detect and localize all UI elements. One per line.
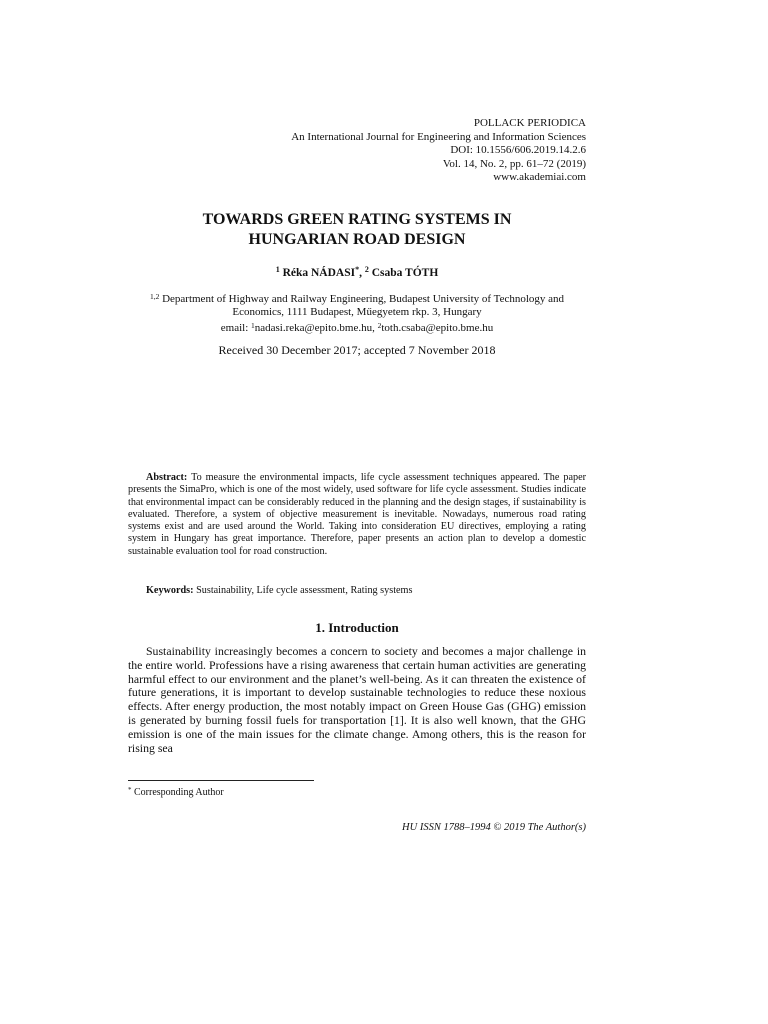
author-separator: , [359, 267, 365, 279]
paper-title [128, 210, 586, 250]
footnote-rule [128, 780, 314, 781]
keywords [146, 585, 412, 596]
abstract-text: To measure the environmental impacts, life cycle assessment techniques appeared. The paper presents the SimaPro, which is one of the most widely, used software for life cycle assessment. Studies indicate that environmental impact can be considerably reduced in the planning and the design stages, if sustainability is evaluated. Therefore, a system of objective measurement is inevitable. Nowadays, numerous road rating systems exist and are used around the World. Taking into consideration EU directives, employing a rating system in Hungary has great importance. Therefore, paper presents an action plan to develop a domestic sustainable evaluation tool for road construction. [128, 472, 586, 557]
journal-doi: DOI: 10.1556/606.2019.14.2.6 [450, 144, 586, 156]
author1-name: Réka NÁDASI [282, 267, 356, 279]
author2-name: Csaba TÓTH [371, 267, 439, 279]
journal-subtitle: An International Journal for Engineering and Information Sciences [291, 130, 586, 143]
author2-mark: 2 [364, 265, 369, 274]
email1: nadasi.reka@epito.bme.hu, [254, 322, 378, 334]
title-line-1: TOWARDS GREEN RATING SYSTEMS IN [202, 211, 512, 228]
affiliation-marks: 1,2 [149, 292, 160, 301]
footnote-text: Corresponding Author [131, 787, 224, 798]
journal-url: www.akademiai.com [493, 171, 586, 183]
journal-volume: Vol. 14, No. 2, pp. 61–72 (2019) [442, 157, 586, 170]
keywords-label: Keywords: [146, 585, 194, 596]
email-prefix: email: [220, 322, 252, 334]
footnote [128, 786, 224, 798]
email-line [128, 319, 586, 335]
received-dates: Received 30 December 2017; accepted 7 November 2018 [218, 343, 496, 357]
abstract [128, 472, 586, 558]
author-list [128, 263, 586, 280]
email2: toth.csaba@epito.bme.hu [381, 322, 494, 334]
affiliation [128, 290, 586, 335]
affiliation-line-1 [128, 290, 586, 306]
abstract-label: Abstract: [146, 472, 188, 483]
section-heading: 1. Introduction [315, 620, 399, 635]
journal-name: POLLACK PERIODICA [473, 117, 586, 129]
affiliation-text-1: Department of Highway and Railway Engineering, Budapest University of Technology and [159, 293, 565, 305]
keywords-text: Sustainability, Life cycle assessment, Rating systems [193, 585, 413, 596]
email2-mark: 2 [377, 321, 382, 330]
title-line-2: HUNGARIAN ROAD DESIGN [248, 231, 466, 248]
journal-header [291, 117, 586, 185]
footnote-mark: * [128, 786, 132, 794]
issn-line: HU ISSN 1788–1994 © 2019 The Author(s) [402, 822, 586, 833]
intro-paragraph: Sustainability increasingly becomes a concern to society and becomes a major challenge in the entire world. Professions have a rising awareness that certain human activities are generating harmful effect to our environment and the planet’s well-being. As it can threaten the existence of future generations, it is important to develop sustainable technologies to reduce these noxious effects. After energy production, the most notably impact on Green House Gas (GHG) emission is generated by burning fossil fuels for transportation [1]. It is also well known, that the GHG emission is one of the main issues for the climate change. Among others, this is the reason for rising sea [128, 644, 586, 755]
email1-mark: 1 [251, 321, 255, 330]
author1-mark: 1 [275, 265, 280, 274]
affiliation-line-2: Economics, 1111 Budapest, Műegyetem rkp. 3, Hungary [232, 306, 482, 318]
corresponding-star: * [355, 265, 360, 274]
